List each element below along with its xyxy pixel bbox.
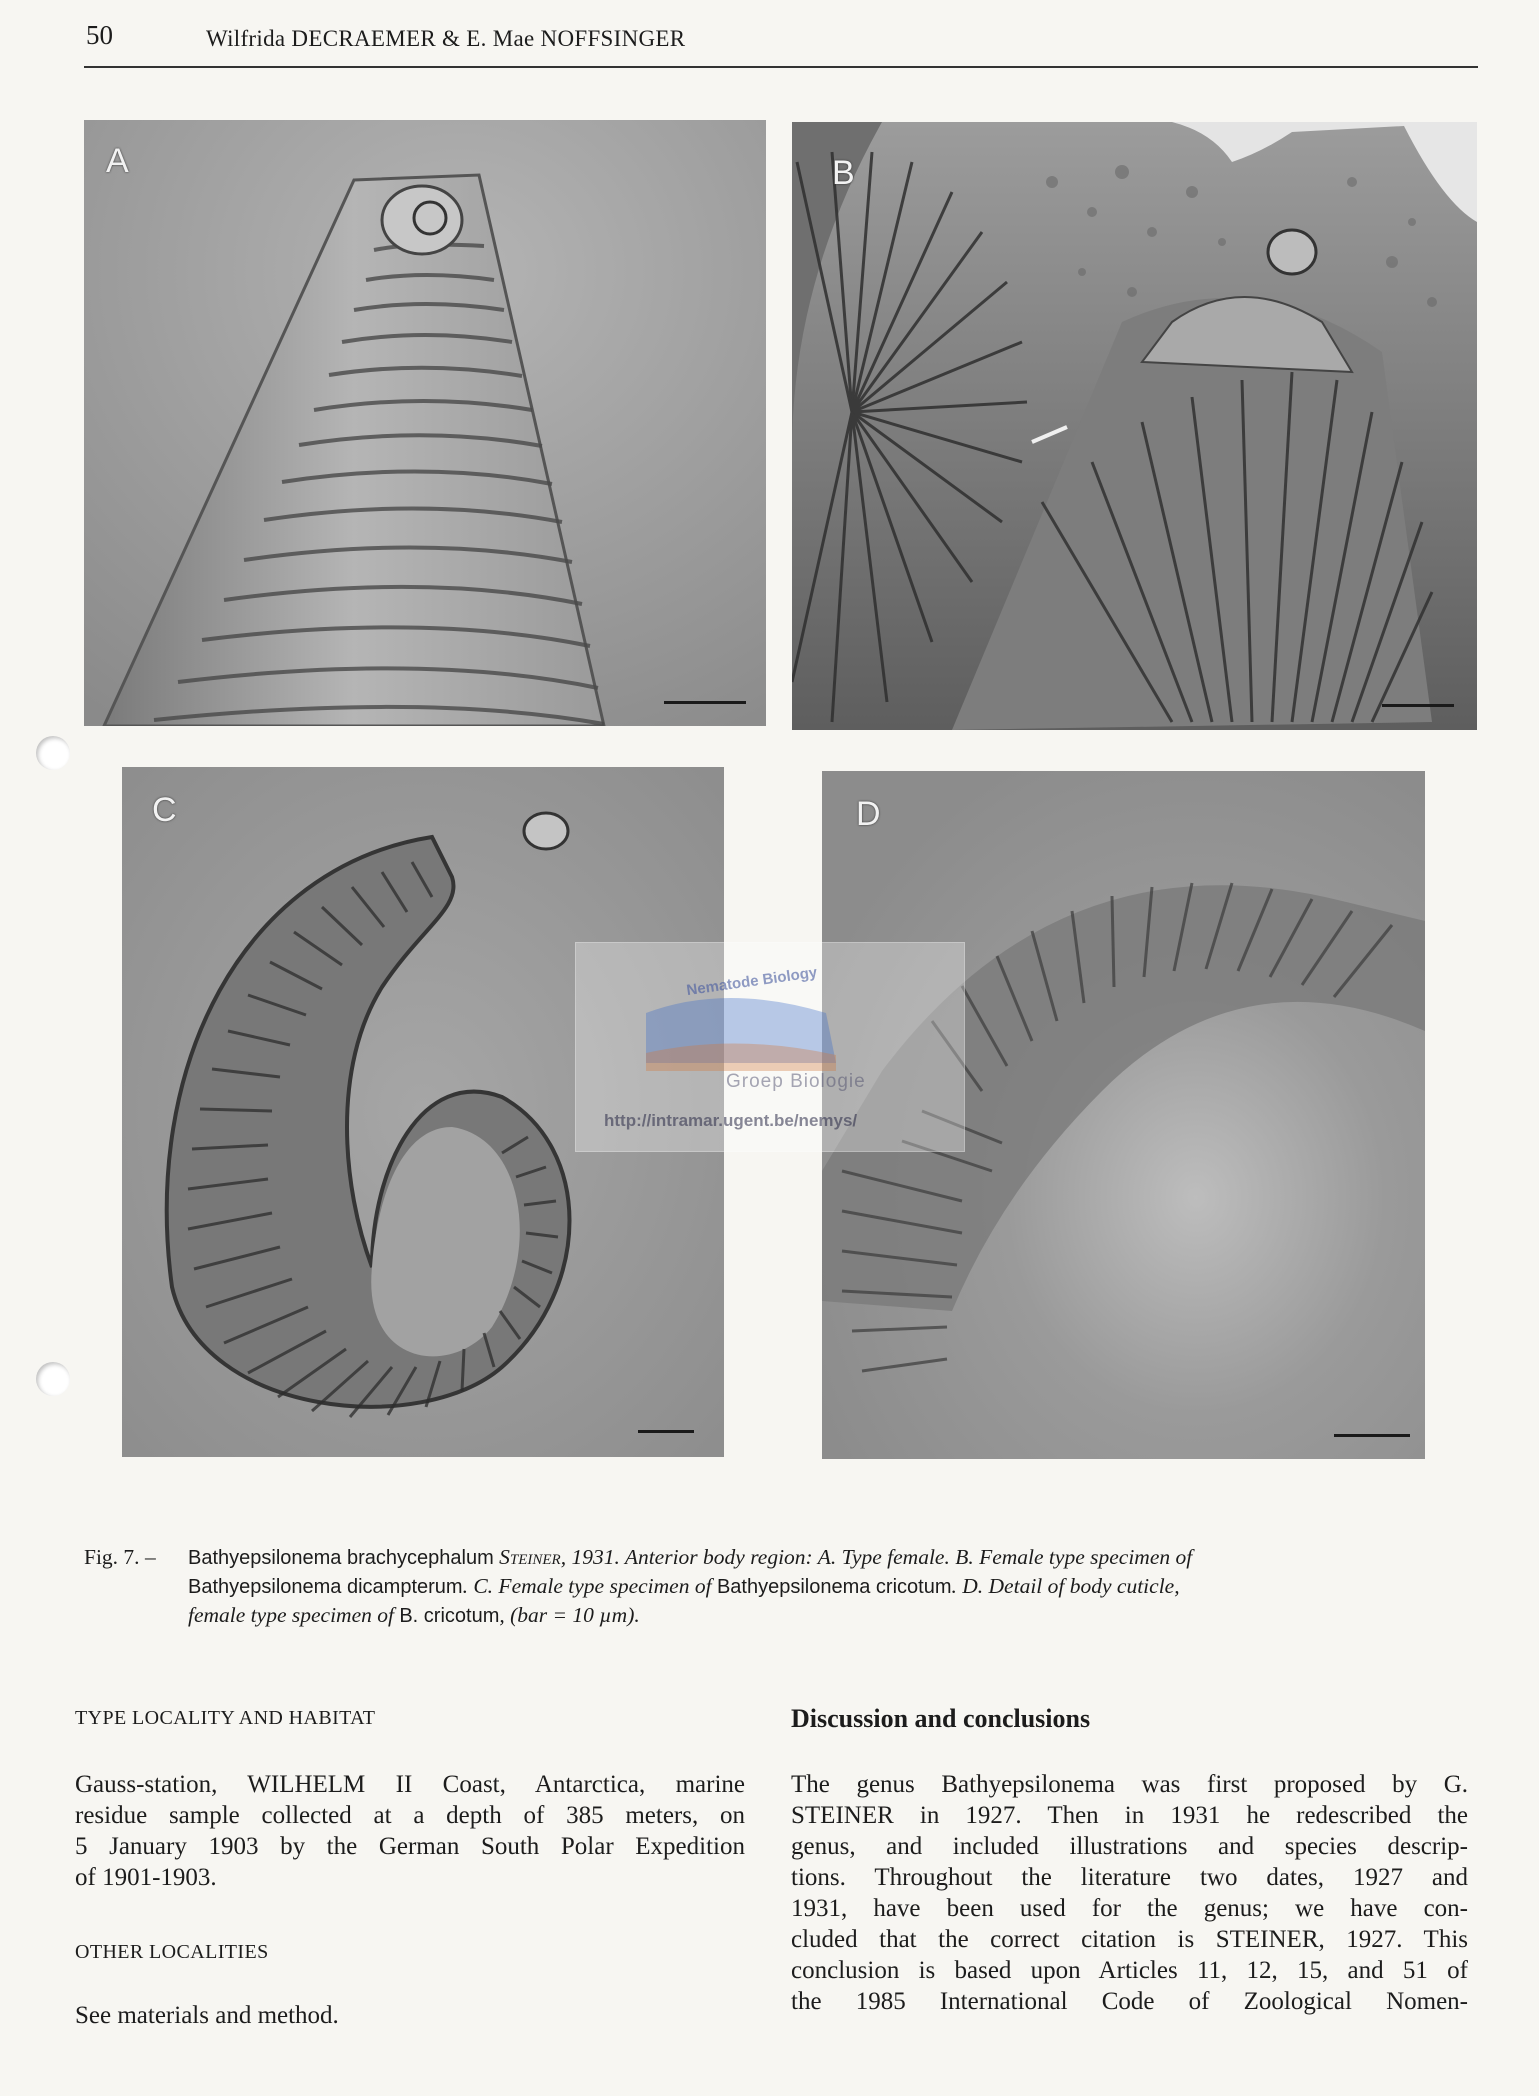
discussion-text xyxy=(791,1769,1468,2017)
scale-bar-d xyxy=(1334,1434,1410,1437)
panel-label-d: D xyxy=(856,795,881,833)
binder-hole-bottom xyxy=(36,1362,70,1396)
caption-fig-label: Fig. 7. xyxy=(84,1545,140,1569)
type-locality-line: 5 January 1903 by the German South Polar Expedition xyxy=(75,1833,745,1860)
caption-text-1: . Anterior body region: A. Type female. B. Female type specimen of xyxy=(614,1545,1193,1569)
discussion-line: STEINER in 1927. Then in 1931 he redescribed the xyxy=(791,1802,1468,1829)
discussion-line: The genus Bathyepsilonema was first proposed by G. xyxy=(791,1771,1468,1798)
caption-text-5: , (bar = 10 µm). xyxy=(499,1603,640,1627)
discussion-line: 1931, have been used for the genus; we have con- xyxy=(791,1895,1468,1922)
caption-species-3: Bathyepsilonema cricotum xyxy=(716,1576,952,1598)
page-number: 50 xyxy=(86,20,113,50)
running-head: Wilfrida DECRAEMER & E. Mae NOFFSINGER xyxy=(206,26,686,51)
caption-dash: – xyxy=(144,1545,156,1569)
figure-panel-b xyxy=(792,122,1477,730)
discussion-line: the 1985 International Code of Zoological Nomen- xyxy=(791,1988,1468,2015)
caption-line-2 xyxy=(84,1572,1474,1601)
caption-authority-1: Steiner, 1931 xyxy=(499,1545,615,1569)
type-locality-heading: TYPE LOCALITY AND HABITAT xyxy=(75,1707,376,1729)
watermark-url: http://intramar.ugent.be/nemys/ xyxy=(604,1111,858,1130)
watermark-mid-text: Groep Biologie xyxy=(726,1071,866,1092)
caption-text-2: . C. Female type specimen of xyxy=(462,1574,712,1598)
panel-b-micrograph xyxy=(792,122,1477,730)
caption-species-2: Bathyepsilonema dicampterum xyxy=(188,1576,463,1598)
scale-bar-a xyxy=(664,701,746,704)
discussion-line: conclusion is based upon Articles 11, 12, 15, and 51 of xyxy=(791,1957,1468,1984)
binder-hole-top xyxy=(36,736,70,770)
caption-label xyxy=(84,1543,188,1571)
type-locality-line: of 1901-1903. xyxy=(75,1864,217,1891)
figure-panel-a xyxy=(84,120,766,726)
discussion-heading: Discussion and conclusions xyxy=(791,1704,1091,1733)
scale-bar-c xyxy=(638,1430,694,1433)
type-locality-line: Gauss-station, WILHELM II Coast, Antarctica, marine xyxy=(75,1771,745,1798)
caption-line-3 xyxy=(84,1601,1474,1630)
type-locality-text xyxy=(75,1769,745,1893)
panel-label-a: A xyxy=(106,142,129,180)
discussion-line: genus, and included illustrations and species descrip- xyxy=(791,1833,1468,1860)
caption-text-3: . D. Detail of body cuticle, xyxy=(951,1574,1180,1598)
figure-caption xyxy=(84,1543,1474,1630)
header-rule xyxy=(84,66,1478,68)
other-localities-heading: OTHER LOCALITIES xyxy=(75,1941,269,1963)
panel-label-b: B xyxy=(832,154,855,192)
caption-text-4: female type specimen of xyxy=(188,1603,394,1627)
discussion-line: tions. Throughout the literature two dates, 1927 and xyxy=(791,1864,1468,1891)
panel-a-micrograph xyxy=(84,120,766,726)
panel-label-c: C xyxy=(152,791,177,829)
discussion-line: cluded that the correct citation is STEINER, 1927. This xyxy=(791,1926,1468,1953)
type-locality-line: residue sample collected at a depth of 385 meters, on xyxy=(75,1802,745,1829)
watermark-top-text: Nematode Biology xyxy=(685,963,819,1000)
other-localities-text: See materials and method. xyxy=(75,2002,339,2029)
scale-bar-b xyxy=(1382,704,1454,707)
caption-species-4: B. cricotum xyxy=(399,1605,500,1627)
caption-species-1: Bathyepsilonema brachycephalum xyxy=(188,1547,494,1569)
watermark xyxy=(575,942,965,1152)
